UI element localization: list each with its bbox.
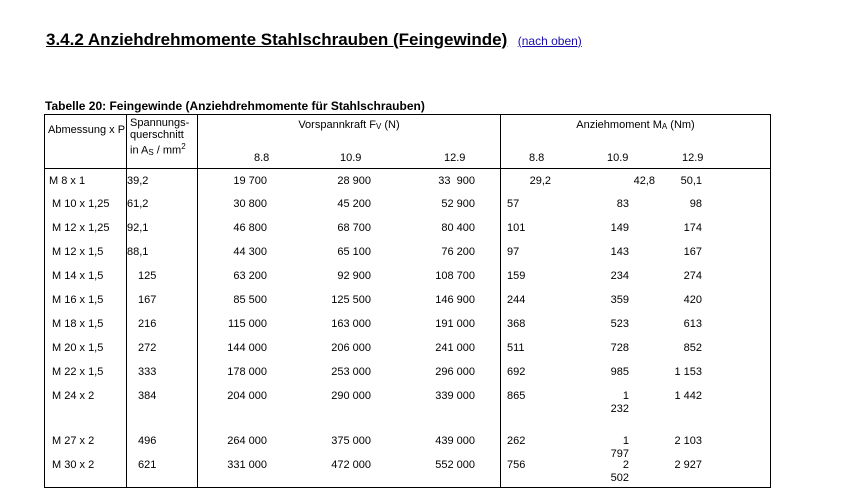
cell-vorspannkraft-f109: 375 000 [331, 435, 371, 447]
cell-anziehmoment-m88: 511 [507, 342, 525, 354]
table-row [45, 169, 771, 196]
cell-vorspannkraft-f129: 80 400 [441, 222, 475, 234]
cell-anziehmoment-m88: 159 [507, 270, 526, 282]
cell-vorspannkraft-f88: 46 800 [233, 222, 267, 234]
cell-anziehmoment-m129: 1 153 [674, 366, 702, 378]
cell-querschnitt: 216 [138, 318, 157, 330]
cell-anziehmoment-m88: 29,2 [529, 175, 551, 187]
cell-vorspannkraft-f109: 206 000 [331, 342, 371, 354]
back-to-top-link[interactable]: (nach oben) [517, 34, 582, 48]
cell-anziehmoment-m109: 234 [610, 270, 629, 282]
cell-vorspannkraft-f109: 253 000 [331, 366, 371, 378]
cell-anziehmoment-m88: 57 [507, 198, 520, 210]
table-row [45, 387, 771, 432]
cell-anziehmoment-m88: 97 [507, 246, 520, 258]
section-heading [46, 30, 582, 50]
cell-vorspannkraft-f109: 65 100 [337, 246, 371, 258]
cell-anziehmoment-m129: 2 927 [674, 459, 702, 471]
cell-vorspannkraft-f129: 439 000 [435, 435, 475, 447]
cell-vorspannkraft-f109: 28 900 [337, 175, 371, 187]
table-row [45, 339, 771, 363]
cell-querschnitt: 384 [138, 390, 157, 402]
cell-abmessung: M 14 x 1,5 [52, 270, 104, 282]
cell-vorspannkraft-f109: 68 700 [337, 222, 371, 234]
cell-anziehmoment-m109: 985 [610, 366, 629, 378]
cell-anziehmoment-m88: 692 [507, 366, 526, 378]
header-anziehmoment: Anziehmoment $M_A$ (Nm) 8.8 10.9 12.9 [501, 115, 771, 169]
cell-anziehmoment-m109: 728 [610, 342, 629, 354]
cell-anziehmoment-m109: 42,8 [633, 175, 655, 187]
header-vorspannkraft: Vorspannkraft $F_V$ (N) 8.8 10.9 12.9 [198, 115, 501, 169]
table-row [45, 456, 771, 488]
header-m-12-9: 12.9 [682, 152, 704, 164]
cell-vorspannkraft-f109: 125 500 [331, 294, 371, 306]
cell-anziehmoment-m129: 98 [689, 198, 702, 210]
cell-vorspannkraft-f129: 191 000 [435, 318, 475, 330]
cell-vorspannkraft-f88: 204 000 [227, 390, 267, 402]
cell-abmessung: M 18 x 1,5 [52, 318, 104, 330]
cell-anziehmoment-m129: 50,1 [680, 175, 702, 187]
cell-abmessung: M 27 x 2 [52, 435, 95, 447]
cell-abmessung: M 12 x 1,5 [52, 246, 104, 258]
table-row [45, 291, 771, 315]
table-row [45, 195, 771, 219]
cell-anziehmoment-m129: 167 [683, 246, 702, 258]
cell-anziehmoment-m109: 1 232 [610, 390, 629, 415]
cell-anziehmoment-m129: 1 442 [674, 390, 702, 402]
cell-vorspannkraft-f88: 63 200 [233, 270, 267, 282]
header-f-8-8: 8.8 [254, 152, 270, 164]
cell-anziehmoment-m109: 1 797 [610, 435, 629, 460]
cell-vorspannkraft-f109: 92 900 [337, 270, 371, 282]
cell-anziehmoment-m129: 852 [683, 342, 702, 354]
cell-querschnitt: 621 [138, 459, 157, 471]
table-header-row [45, 115, 771, 169]
cell-anziehmoment-m129: 613 [683, 318, 702, 330]
cell-vorspannkraft-f129: 33 900 [438, 175, 475, 187]
cell-abmessung: M 22 x 1,5 [52, 366, 104, 378]
cell-anziehmoment-m109: 83 [616, 198, 629, 210]
cell-vorspannkraft-f129: 241 000 [435, 342, 475, 354]
cell-anziehmoment-m88: 101 [507, 222, 526, 234]
cell-abmessung: M 30 x 2 [52, 459, 95, 471]
cell-anziehmoment-m109: 359 [610, 294, 629, 306]
cell-abmessung: M 8 x 1 [49, 175, 86, 187]
cell-vorspannkraft-f129: 296 000 [435, 366, 475, 378]
header-spannungsquerschnitt: Spannungs- querschnitt in $A_S / mm^2$ [127, 115, 198, 169]
cell-anziehmoment-m129: 274 [683, 270, 702, 282]
cell-vorspannkraft-f109: 290 000 [331, 390, 371, 402]
cell-abmessung: M 12 x 1,25 [52, 222, 110, 234]
cell-anziehmoment-m109: 149 [610, 222, 629, 234]
torque-table [44, 114, 771, 488]
page-title: 3.4.2 Anziehdrehmomente Stahlschrauben (Feingewinde) [46, 30, 508, 49]
cell-anziehmoment-m109: 523 [610, 318, 629, 330]
cell-querschnitt: 61,2 [127, 198, 149, 210]
cell-abmessung: M 16 x 1,5 [52, 294, 104, 306]
cell-anziehmoment-m88: 244 [507, 294, 526, 306]
cell-querschnitt: 333 [138, 366, 157, 378]
cell-querschnitt: 39,2 [127, 175, 149, 187]
cell-abmessung: M 24 x 2 [52, 390, 95, 402]
cell-vorspannkraft-f129: 52 900 [441, 198, 475, 210]
cell-vorspannkraft-f129: 552 000 [435, 459, 475, 471]
cell-vorspannkraft-f88: 264 000 [227, 435, 267, 447]
cell-vorspannkraft-f88: 144 000 [227, 342, 267, 354]
cell-vorspannkraft-f129: 339 000 [435, 390, 475, 402]
header-m-10-9: 10.9 [607, 152, 629, 164]
cell-vorspannkraft-f129: 76 200 [441, 246, 475, 258]
cell-vorspannkraft-f129: 108 700 [435, 270, 475, 282]
cell-abmessung: M 20 x 1,5 [52, 342, 104, 354]
cell-anziehmoment-m88: 262 [507, 435, 526, 447]
cell-querschnitt: 167 [138, 294, 157, 306]
table-row [45, 267, 771, 291]
cell-vorspannkraft-f88: 178 000 [227, 366, 267, 378]
table-row [45, 363, 771, 387]
cell-anziehmoment-m129: 2 103 [674, 435, 702, 447]
cell-vorspannkraft-f109: 45 200 [337, 198, 371, 210]
cell-vorspannkraft-f129: 146 900 [435, 294, 475, 306]
cell-vorspannkraft-f109: 472 000 [331, 459, 371, 471]
table-row [45, 243, 771, 267]
header-m-8-8: 8.8 [529, 152, 545, 164]
cell-abmessung: M 10 x 1,25 [52, 198, 110, 210]
table-row [45, 219, 771, 243]
header-f-12-9: 12.9 [444, 152, 466, 164]
cell-vorspannkraft-f88: 331 000 [227, 459, 267, 471]
cell-anziehmoment-m88: 368 [507, 318, 526, 330]
header-f-10-9: 10.9 [340, 152, 362, 164]
header-abmessung: Abmessung x P [45, 115, 127, 169]
cell-querschnitt: 92,1 [127, 222, 149, 234]
table-caption: Tabelle 20: Feingewinde (Anziehdrehmomente für Stahlschrauben) [45, 99, 425, 113]
cell-anziehmoment-m129: 174 [683, 222, 702, 234]
cell-vorspannkraft-f88: 30 800 [233, 198, 267, 210]
cell-vorspannkraft-f88: 85 500 [233, 294, 267, 306]
cell-anziehmoment-m129: 420 [683, 294, 702, 306]
table-body [45, 169, 771, 488]
cell-vorspannkraft-f109: 163 000 [331, 318, 371, 330]
table-row [45, 315, 771, 339]
cell-anziehmoment-m88: 865 [507, 390, 526, 402]
cell-querschnitt: 125 [138, 270, 157, 282]
table-row [45, 432, 771, 456]
cell-anziehmoment-m109: 143 [610, 246, 629, 258]
cell-querschnitt: 496 [138, 435, 157, 447]
cell-vorspannkraft-f88: 19 700 [233, 175, 267, 187]
cell-querschnitt: 272 [138, 342, 157, 354]
cell-vorspannkraft-f88: 115 000 [228, 318, 267, 330]
cell-anziehmoment-m109: 2 502 [610, 459, 629, 484]
cell-querschnitt: 88,1 [127, 246, 149, 258]
cell-anziehmoment-m88: 756 [507, 459, 526, 471]
cell-vorspannkraft-f88: 44 300 [233, 246, 267, 258]
